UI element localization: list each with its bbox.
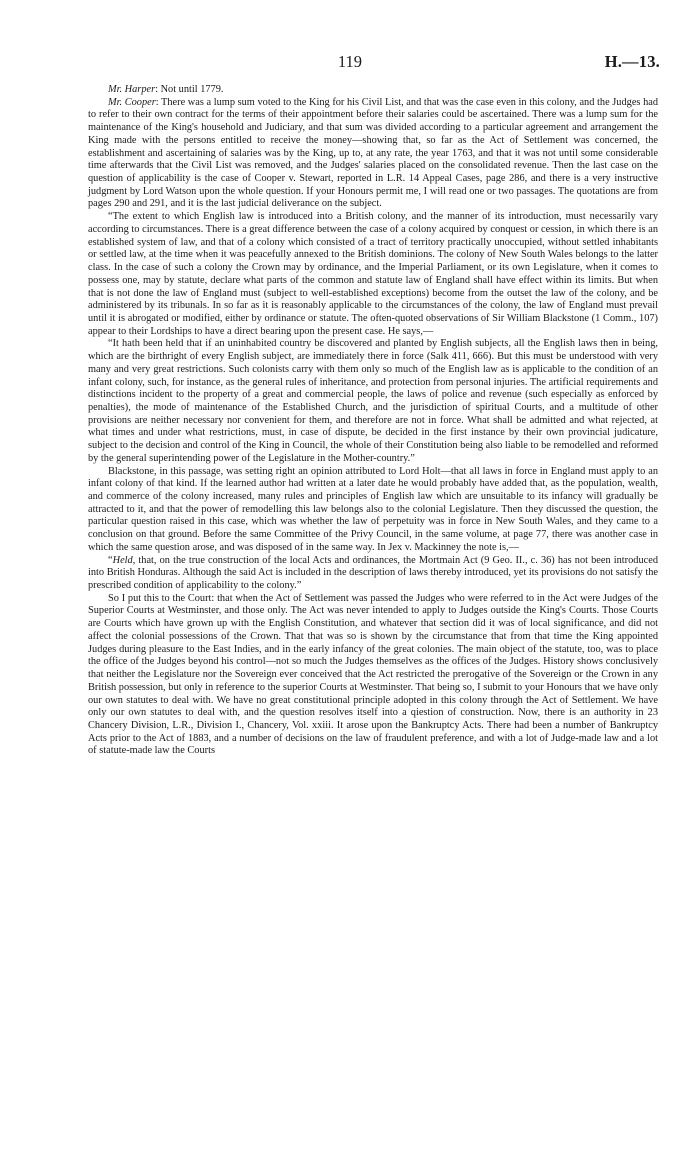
paragraph-text: So I put this to the Court: that when the Act of Settlement was passed the Judges who were referred to in the Act were Judges of the Superior Courts at Westminster, and those only. The Act was never intended to apply to Judges outside the King's Courts. Those Courts are Courts which have grown up with the English Constitution, and whatever that section did it was of local significance, and did not affect the colonial possessions of the Crown. That that was so is shown by the circumstance that from that time the King appointed Judges during pleasure to the East Indies, and in the early infancy of the great colonies. The main object of the statute, too, was to place the office of the Judges beyond his control—not so much the Judges themselves as the offices of the Judges. History shows conclusively that neither the Legislature nor the Sovereign ever conceived that the Act restricted the prerogative of the Sovereign or the Crown in any British possession, but only in reference to the superior Courts at Westminster. That being so, I submit to your Honours that we have only our own statutes to deal with. We have no great constitutional principle adopted in this colony through the Act of Settlement. We have only our own statutes to deal with, and the question resolves itself into a qiestion of construction. Now, there is an authority in 23 Chancery Division, L.R., Division I., Chancery, Vol. xxiii. It arose upon the Bankruptcy Acts. There had been a number of Bankruptcy Acts prior to the Act of 1883, and a number of decisions on the law of fraudulent preference, and with a lot of Judge-made law and a lot of statute-made law the Courts	[88, 592, 658, 757]
body-text	[88, 84, 658, 758]
held-label: Held	[112, 554, 133, 566]
speaker-name: Mr. Harper	[108, 84, 156, 95]
quotation-lord-watson	[88, 211, 658, 338]
page-number: 119	[337, 52, 363, 71]
paragraph-submission	[88, 593, 658, 758]
paragraph-text: “It hath been held that if an uninhabited country be discovered and planted by English subjects, all the English laws then in being, which are the birthright of every English subject, are immediately there in force (Salk 411, 666). But this must be understood with very many and very great restrictions. Such colonists carry with them only so much of the English law as is applicable to the condition of an infant colony, such, for instance, as the general rules of inheritance, and protection from personal injuries. The artificial requirements and distinctions incident to the property of a great and commercial people, the laws of police and revenue (such especially as enforced by penalties), the mode of maintenance of the Established Church, and the jurisdiction of spiritual Courts, and a multitude of other provisions are neither necessary nor convenient for them, and therefore are not in force. What shall be admitted and what rejected, at what times and under what restrictions, must, in case of dispute, be decided in the first instance by their own provincial judicature, subject to the decision and control of the King in Council, the whole of their Constitution being also liable to be remodelled and reformed by the general superintending power of the Legislature in the Mother-country.”	[88, 338, 658, 464]
paragraph-text: , that, on the true construction of the local Acts and ordinances, the Mortmain Act (9 Geo. II., c. 36) has not been introduced into British Honduras. Although the said Act is included in the description of laws thereby introduced, yet its provisions do not satisfy the prescribed condition of applicability to the colony.”	[88, 554, 658, 592]
quotation-blackstone	[88, 338, 658, 465]
document-reference: H.—13.	[604, 52, 660, 71]
quotation-jex-v-mackinney: “Held, that, on the true construction of the local Acts and ordinances, the Mortmain Act (9 Geo. II., c. 36) has not been introduced into British Honduras. Although the said Act is included in the description of laws thereby introduced, yet its provisions do not satisfy the prescribed condition of applicability to the colony.”	[88, 554, 658, 592]
paragraph-cooper	[88, 97, 658, 211]
paragraph-text: Blackstone, in this passage, was setting right an opinion attributed to Lord Holt—that all laws in force in England must apply to an infant colony of that kind. If the learned author had written at a later date he would probably have added that, as the population, wealth, and commerce of the colony increased, many rules and principles of English law which are unsuitable to its infancy will gradually be attracted to it, and that the power of remodelling this law belongs also to the colonial Legislature. Then they discussed the question, the particular question raised in this case, which was whether the law of perpetuity was in force in New South Wales, and they came to a conclusion on that ground. Before the same Committee of the Privy Council, in the same volume, at page 77, there was another case in which the same question arose, and was disposed of in the same way. In Jex v. Mackinney the note is,—	[88, 465, 658, 553]
paragraph-text: : Not until 1779.	[155, 84, 224, 95]
paragraph-harper	[88, 84, 658, 97]
speaker-name: Mr. Cooper	[108, 96, 156, 108]
paragraph-text: “The extent to which English law is introduced into a British colony, and the manner of its introduction, must necessarily vary according to circumstances. There is a great difference between the case of a colony acquired by conquest or cession, in which there is an established system of law, and that of a colony which consisted of a tract of territory practically unoccupied, without settled inhabitants or settled law, at the time when it was peacefully annexed to the British dominions. The colony of New South Wales belongs to the latter class. In the case of such a colony the Crown may by ordinance, and the Imperial Parliament, or its own Legislature, when it comes to possess one, may by statute, declare what parts of the common and statute law of England shall have effect within its limits. But when that is not done the law of England must (subject to well-established exceptions) become from the outset the law of the colony, and be administered by its tribunals. In so far as it is reasonably applicable to the circumstances of the colony, the law of England must prevail until it is abrogated or modified, either by ordinance or statute. The often-quoted observations of Sir William Blackstone (1 Comm., 107) appear to their Lordships to have a direct bearing upon the present case. He says,—	[88, 211, 658, 337]
paragraph-text: : There was a lump sum voted to the King for his Civil List, and that was the case even in this colony, and the Judges had to refer to their own contract for the terms of their appointment before their salaries could be ascertained. There was a lump sum for the maintenance of the King's household and Judiciary, and that sum was divided according to a particular agreement and arrangement the King made with the persons entitled to receive the money—showing that, so far as the Act of Settlement was concerned, the establishment and ascertaining of salaries was by the King, up to, at any rate, the year 1763, and that it was not until some considerable time afterwards that the Civil List was removed, and the Judges' salaries placed on the consolidated revenue. Then the last case on the question of applicability is the case of Cooper v. Stewart, reported in L.R. 14 Appeal Cases, page 286, and there is a very instructive judgment by Lord Watson upon the whole question. If your Honours permit me, I will read one or two passages. The quotations are from pages 290 and 291, and it is the last judicial deliverance on the subject.	[88, 96, 659, 210]
page-header	[0, 52, 700, 74]
paragraph-blackstone-commentary	[88, 466, 658, 555]
